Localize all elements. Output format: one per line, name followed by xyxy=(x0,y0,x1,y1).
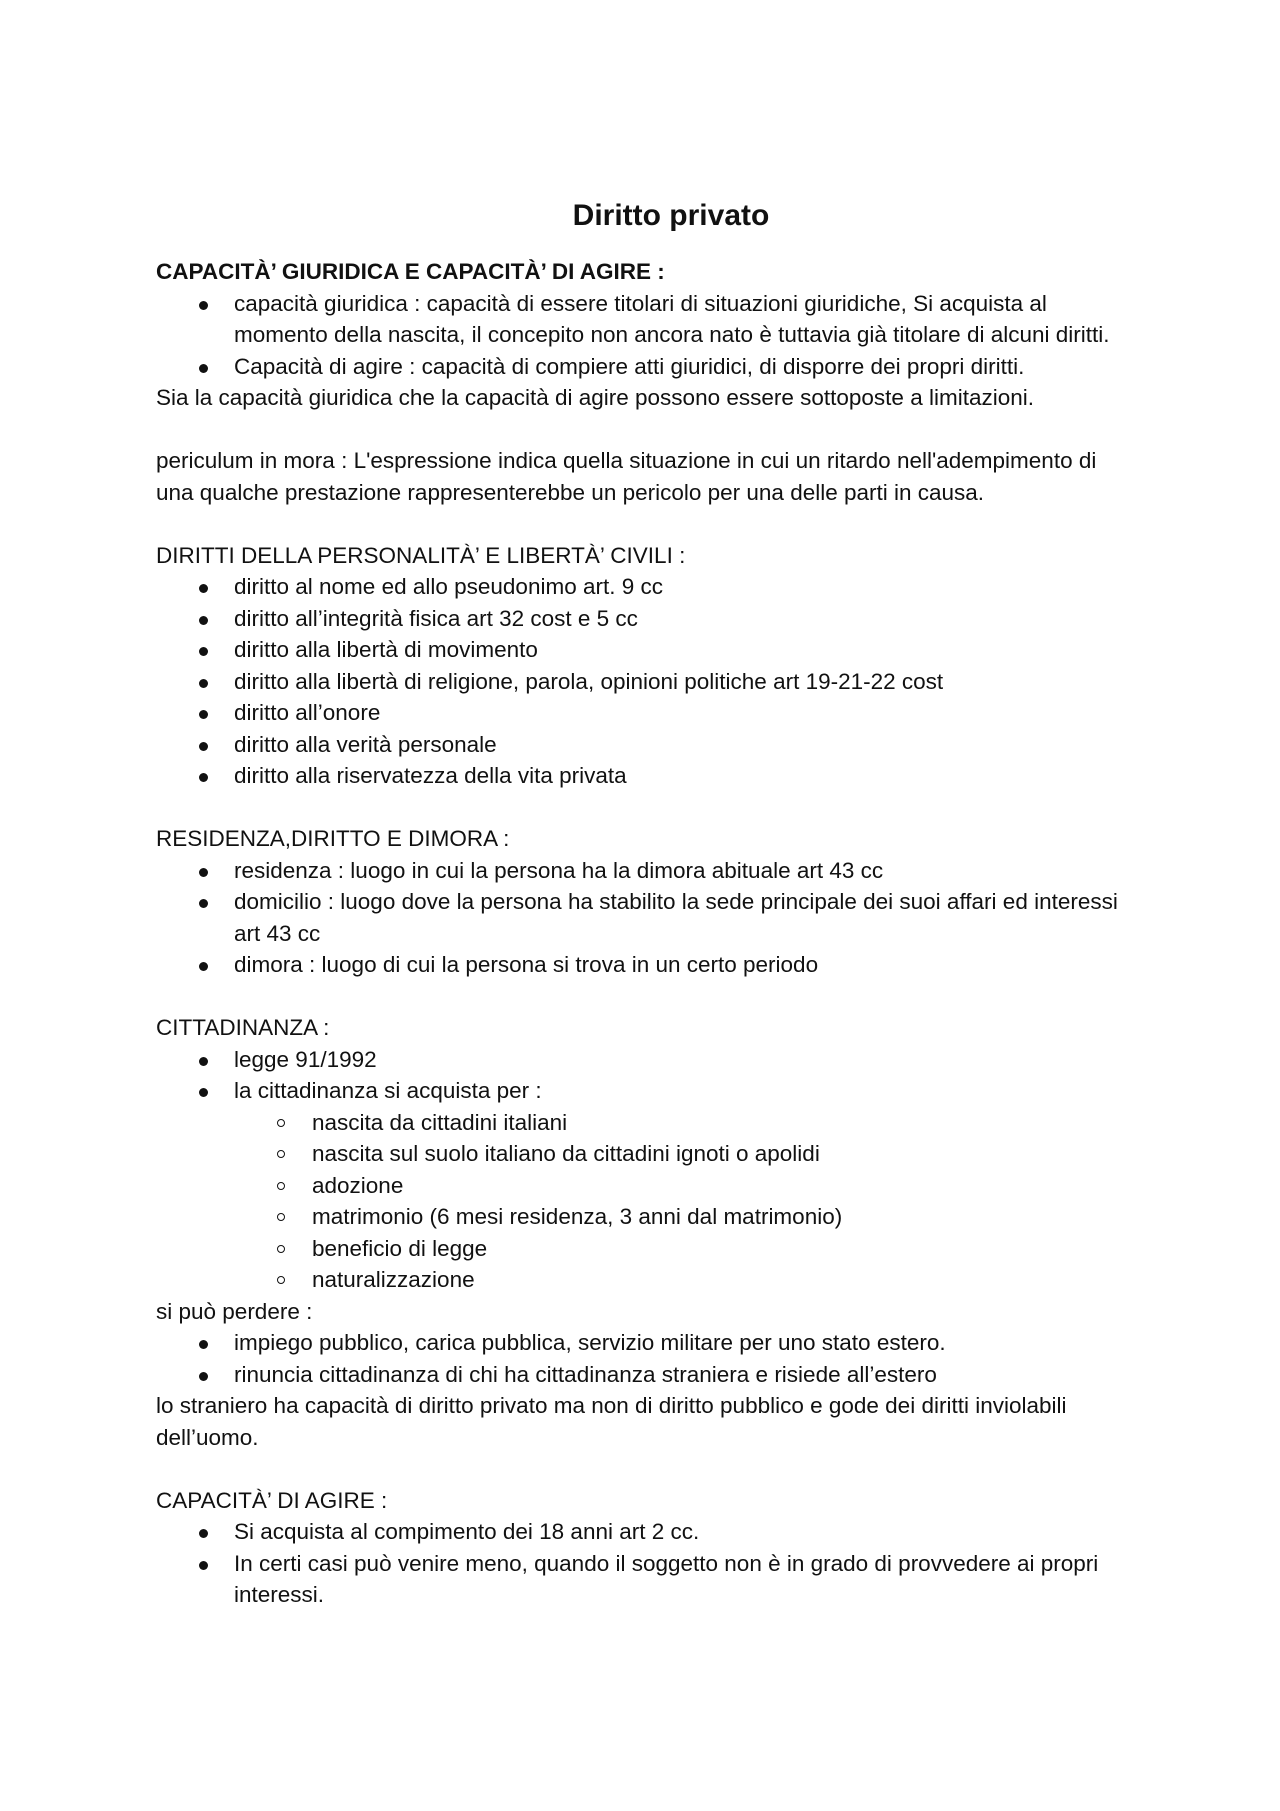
document-body xyxy=(156,196,1136,1611)
bullet-list xyxy=(156,571,1136,792)
list-item: diritto alla riservatezza della vita privata xyxy=(156,760,1136,792)
sub-list-item: beneficio di legge xyxy=(156,1233,1136,1265)
bullet-list xyxy=(156,855,1136,981)
list-item: la cittadinanza si acquista per : xyxy=(156,1075,1136,1107)
list-item: capacità giuridica : capacità di essere titolari di situazioni giuridiche, Si acquista al momento della nascita, il concepito non ancora nato è tuttavia già titolare di alcuni diritti. xyxy=(156,288,1136,351)
list-item: diritto al nome ed allo pseudonimo art. 9 cc xyxy=(156,571,1136,603)
bullet-list xyxy=(156,1044,1136,1107)
page-title: Diritto privato xyxy=(572,199,770,232)
list-item: diritto all’onore xyxy=(156,697,1136,729)
list-item: diritto all’integrità fisica art 32 cost e 5 cc xyxy=(156,603,1136,635)
sub-bullet-list xyxy=(156,1107,1136,1296)
list-item: dimora : luogo di cui la persona si trova in un certo periodo xyxy=(156,949,1136,981)
list-item: diritto alla libertà di movimento xyxy=(156,634,1136,666)
spacer xyxy=(156,981,1136,1013)
section-heading-capacita-agire: CAPACITÀ’ DI AGIRE : xyxy=(156,1487,388,1513)
paragraph-periculum: periculum in mora : L'espressione indica quella situazione in cui un ritardo nell'adempimento di una qualche prestazione rappresenterebbe un pericolo per una delle parti in causa. xyxy=(156,448,1097,505)
list-item: residenza : luogo in cui la persona ha la dimora abituale art 43 cc xyxy=(156,855,1136,887)
section-heading-diritti: DIRITTI DELLA PERSONALITÀ’ E LIBERTÀ’ CIVILI : xyxy=(156,542,686,568)
sub-list-item: nascita da cittadini italiani xyxy=(156,1107,1136,1139)
sub-list-item: adozione xyxy=(156,1170,1136,1202)
list-item: impiego pubblico, carica pubblica, servizio militare per uno stato estero. xyxy=(156,1327,1136,1359)
paragraph: lo straniero ha capacità di diritto privato ma non di diritto pubblico e gode dei diritti inviolabili dell’uomo. xyxy=(156,1393,1067,1450)
paragraph: si può perdere : xyxy=(156,1298,313,1324)
sub-list-item: naturalizzazione xyxy=(156,1264,1136,1296)
spacer xyxy=(156,414,1136,446)
list-item: Si acquista al compimento dei 18 anni art 2 cc. xyxy=(156,1516,1136,1548)
bullet-list xyxy=(156,288,1136,383)
spacer xyxy=(156,792,1136,824)
sub-list-item: nascita sul suolo italiano da cittadini ignoti o apolidi xyxy=(156,1138,1136,1170)
list-item: diritto alla libertà di religione, parola, opinioni politiche art 19-21-22 cost xyxy=(156,666,1136,698)
section-heading-capacita: CAPACITÀ’ GIURIDICA E CAPACITÀ’ DI AGIRE : xyxy=(156,259,665,284)
list-item: rinuncia cittadinanza di chi ha cittadinanza straniera e risiede all’estero xyxy=(156,1359,1136,1391)
paragraph: Sia la capacità giuridica che la capacità di agire possono essere sottoposte a limitazioni. xyxy=(156,385,1034,410)
list-item: domicilio : luogo dove la persona ha stabilito la sede principale dei suoi affari ed interessi art 43 cc xyxy=(156,886,1136,949)
section-heading-residenza: RESIDENZA,DIRITTO E DIMORA : xyxy=(156,826,510,851)
spacer xyxy=(156,1453,1136,1485)
list-item: In certi casi può venire meno, quando il soggetto non è in grado di provvedere ai propri interessi. xyxy=(156,1548,1136,1611)
bullet-list xyxy=(156,1327,1136,1390)
sub-list-item: matrimonio (6 mesi residenza, 3 anni dal matrimonio) xyxy=(156,1201,1136,1233)
list-item: legge 91/1992 xyxy=(156,1044,1136,1076)
bullet-list xyxy=(156,1516,1136,1611)
list-item: diritto alla verità personale xyxy=(156,729,1136,761)
section-heading-cittadinanza: CITTADINANZA : xyxy=(156,1015,330,1040)
list-item: Capacità di agire : capacità di compiere atti giuridici, di disporre dei propri diritti. xyxy=(156,351,1136,383)
spacer xyxy=(156,508,1136,540)
